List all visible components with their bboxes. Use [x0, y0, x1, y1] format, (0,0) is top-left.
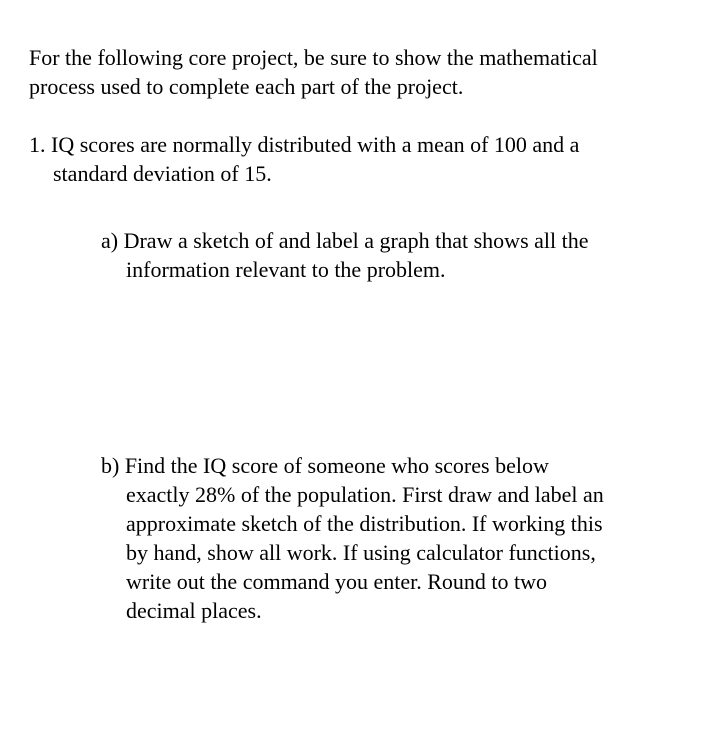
part-b-line: decimal places.: [126, 598, 262, 623]
question-1: [29, 130, 579, 188]
part-b: [101, 451, 604, 625]
intro-paragraph: [29, 43, 598, 101]
part-b-line: exactly 28% of the population. First draw and label an: [126, 482, 604, 507]
question-1-line: 1. IQ scores are normally distributed with a mean of 100 and a: [29, 132, 580, 157]
question-1-line: standard deviation of 15.: [53, 161, 272, 186]
part-a-line: information relevant to the problem.: [126, 257, 446, 282]
part-b-line: by hand, show all work. If using calculator functions,: [126, 540, 596, 565]
intro-line: process used to complete each part of the project.: [29, 74, 464, 99]
part-b-line: b) Find the IQ score of someone who scores below: [101, 453, 549, 478]
part-b-line: approximate sketch of the distribution. If working this: [126, 511, 603, 536]
part-a-line: a) Draw a sketch of and label a graph that shows all the: [101, 228, 589, 253]
part-b-line: write out the command you enter. Round to two: [126, 569, 547, 594]
intro-line: For the following core project, be sure to show the mathematical: [29, 45, 598, 70]
part-a: [101, 226, 589, 284]
